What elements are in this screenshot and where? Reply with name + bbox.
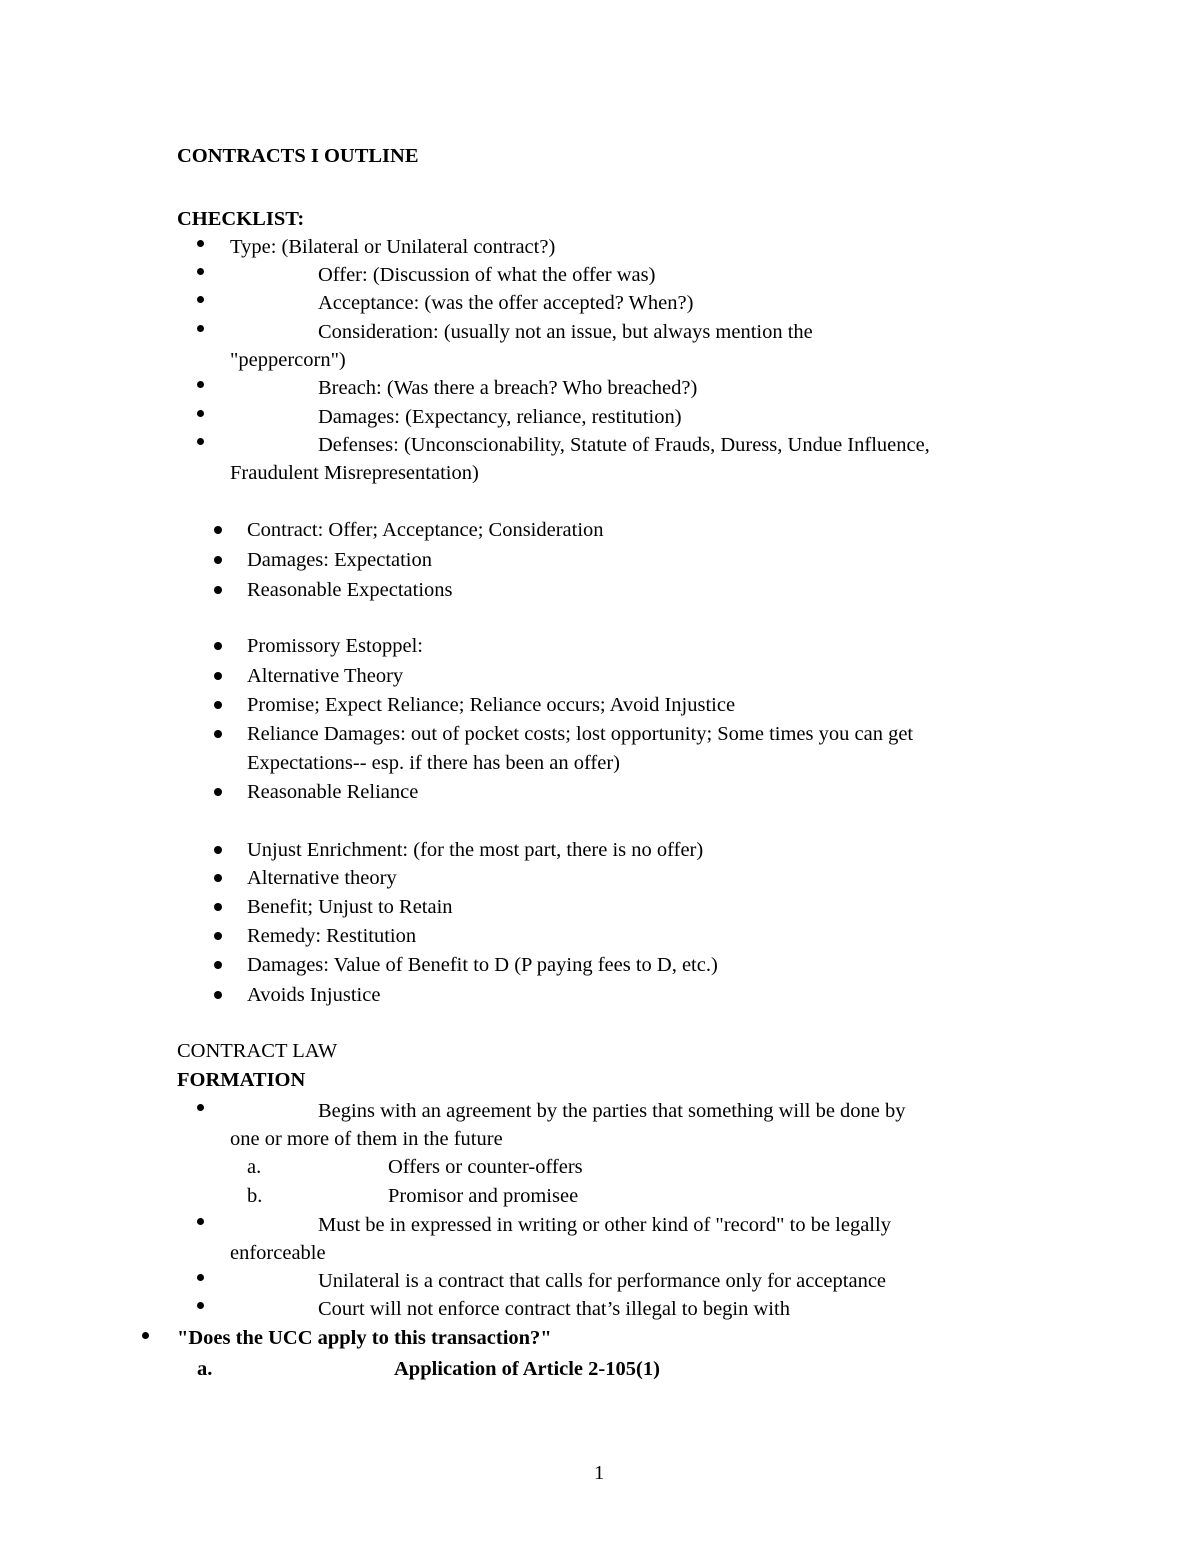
bullet [197, 438, 204, 445]
list-item: Promise; Expect Reliance; Reliance occurs; Avoid Injustice [247, 694, 736, 716]
sub-item-text: Offers or counter-offers [388, 1156, 583, 1178]
bullet [214, 556, 222, 564]
bullet [214, 586, 222, 594]
formation-item: Unilateral is a contract that calls for performance only for acceptance [318, 1270, 887, 1292]
bullet [214, 932, 222, 940]
bullet [142, 1332, 149, 1339]
list-item: Reasonable Expectations [247, 579, 453, 601]
bullet [214, 874, 222, 882]
bullet [214, 701, 222, 709]
bullet [197, 410, 204, 417]
bullet [197, 1274, 204, 1281]
bullet [214, 730, 222, 738]
bullet [214, 991, 222, 999]
bullet [197, 296, 204, 303]
page-number: 1 [594, 1462, 605, 1484]
checklist-item: Acceptance: (was the offer accepted? When?) [318, 292, 694, 314]
bullet [197, 1218, 204, 1225]
checklist-heading: CHECKLIST: [177, 208, 305, 230]
list-item: Remedy: Restitution [247, 925, 417, 947]
sub-item-text: Promisor and promisee [388, 1185, 579, 1207]
sub-item-marker: a. [247, 1156, 262, 1178]
bullet [214, 846, 222, 854]
list-item: Damages: Value of Benefit to D (P paying fees to D, etc.) [247, 954, 718, 976]
checklist-item: Breach: (Was there a breach? Who breached?) [318, 377, 698, 399]
list-item: Unjust Enrichment: (for the most part, there is no offer) [247, 839, 704, 861]
checklist-item-continuation: Fraudulent Misrepresentation) [230, 462, 479, 484]
checklist-item: Damages: (Expectancy, reliance, restitution) [318, 406, 682, 428]
ucc-question: "Does the UCC apply to this transaction?" [177, 1327, 552, 1349]
bullet [197, 1104, 204, 1111]
bullet [197, 381, 204, 388]
formation-item-continuation: one or more of them in the future [230, 1128, 503, 1150]
sub-item-marker: b. [247, 1185, 263, 1207]
bullet [197, 325, 204, 332]
bullet [197, 268, 204, 275]
bullet [197, 240, 204, 247]
list-item: Promissory Estoppel: [247, 635, 423, 657]
bullet [197, 1302, 204, 1309]
bullet [214, 903, 222, 911]
list-item: Contract: Offer; Acceptance; Consideration [247, 519, 604, 541]
list-item: Alternative Theory [247, 665, 404, 687]
bullet [214, 961, 222, 969]
section-heading: CONTRACT LAW [177, 1040, 338, 1062]
formation-heading: FORMATION [177, 1069, 306, 1091]
formation-item: Court will not enforce contract that’s illegal to begin with [318, 1298, 790, 1320]
checklist-item-continuation: "peppercorn") [230, 349, 346, 371]
list-item: Benefit; Unjust to Retain [247, 896, 453, 918]
formation-item: Begins with an agreement by the parties that something will be done by [318, 1100, 906, 1122]
bullet [214, 788, 222, 796]
list-item: Avoids Injustice [247, 984, 381, 1006]
checklist-item: Type: (Bilateral or Unilateral contract?) [230, 236, 556, 258]
list-item: Reasonable Reliance [247, 781, 419, 803]
bullet [214, 672, 222, 680]
checklist-item: Offer: (Discussion of what the offer was) [318, 264, 656, 286]
bullet [214, 526, 222, 534]
list-item: Damages: Expectation [247, 549, 433, 571]
checklist-item: Consideration: (usually not an issue, but always mention the [318, 321, 813, 343]
document-title: CONTRACTS I OUTLINE [177, 145, 419, 167]
list-item: Alternative theory [247, 867, 397, 889]
formation-item: Must be in expressed in writing or other kind of "record" to be legally [318, 1214, 891, 1236]
checklist-item: Defenses: (Unconscionability, Statute of Frauds, Duress, Undue Influence, [318, 434, 930, 456]
ucc-sub-marker: a. [197, 1358, 213, 1380]
bullet [214, 642, 222, 650]
list-item-continuation: Expectations-- esp. if there has been an offer) [247, 752, 621, 774]
ucc-sub-text: Application of Article 2-105(1) [394, 1358, 660, 1380]
list-item: Reliance Damages: out of pocket costs; lost opportunity; Some times you can get [247, 723, 914, 745]
formation-item-continuation: enforceable [230, 1242, 326, 1264]
